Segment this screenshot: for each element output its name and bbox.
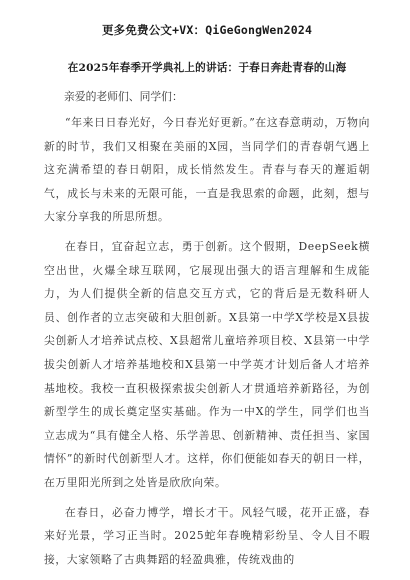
paragraph-intro: “年来日日春光好，今日春光好更新。”在这春意萌动，万物向新的时节，我们又相聚在美丽的X园，当同学们的青春朝气遇上这充满希望的春日朝阳，成长悄然发生。青春与春天的邂逅朝气，成长与未来的无限可能，一直是我思索的命题，此刻，想与大家分享我的所思所想。 <box>44 116 370 224</box>
paragraph-innovation: 在春日，宜奋起立志，勇于创新。这个假期，DeepSeek横空出世，火爆全球互联网，它展现出强大的语言理解和生成能力，为人们提供全新的信息交互方式，它的背后是无数科研人员、创作者的立志突破和大胆创新。X县第一中学X学校是X县拔尖创新人才培养试点校、X县超常儿童培养项目校、X县第一中学拔尖创新人才培养基地校和X县第一中学英才计划后备人才培养基地校。我校一直积极探索拔尖创新人才贯通培养新路径，为创新型学生的成长奠定坚实基础。作为一中X的学生，同学们也当立志成为“具有健全人格、乐学善思、创新精神、责任担当、家国情怀”的新时代创新型人才。这样，你们便能如春天的朝日一样，在万里阳光所到之处皆是欣欣向荣。 <box>44 239 370 489</box>
paragraph-study: 在春日，必奋力博学，增长才干。风轻气暖，花开正盛，春来好光景，学习正当时。2025蛇年春晚精彩纷呈、令人目不暇接，大家领略了古典舞蹈的轻盈典雅，传统戏曲的 <box>44 505 370 566</box>
watermark-header: 更多免费公文+VX：QiGeGongWen2024 <box>101 23 313 37</box>
speech-title: 在2025年春季开学典礼上的讲话：于春日奔赴青春的山海 <box>67 62 347 74</box>
salutation: 亲爱的老师们、同学们： <box>64 90 183 103</box>
